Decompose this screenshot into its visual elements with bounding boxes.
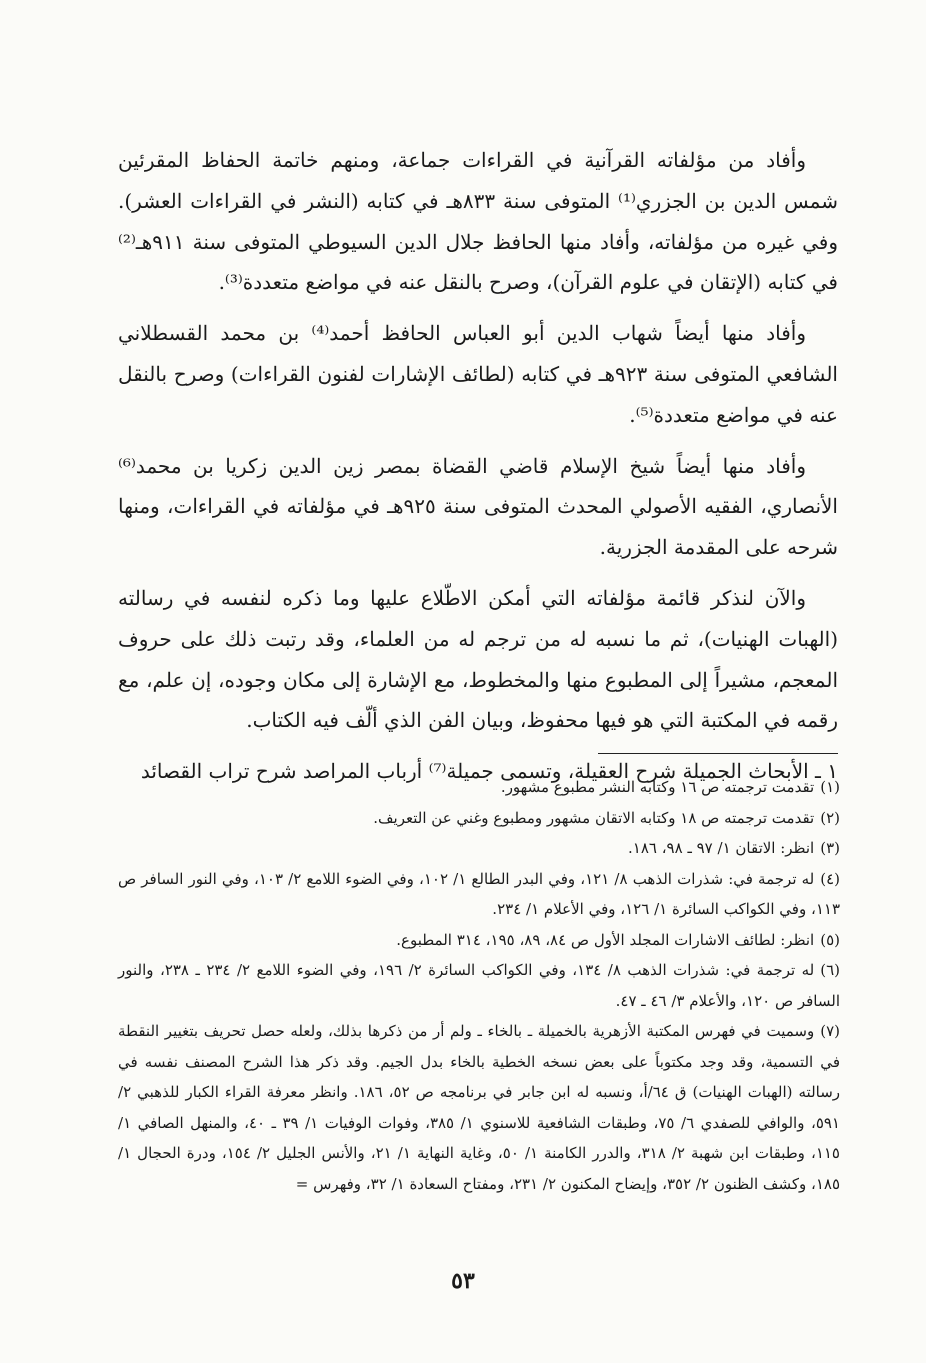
footnote-7: [118, 1016, 840, 1199]
footnote-4: [118, 864, 840, 925]
footnote-3: [118, 833, 840, 864]
footnote-text: تقدمت ترجمته ص ١٨ وكتابه الاتقان مشهور ومطبوع وغني عن التعريف.: [373, 808, 815, 827]
footnote-text: له ترجمة في: شذرات الذهب ٨/ ١٣٤، وفي الكواكب السائرة ٢/ ١٩٦، وفي الضوء اللامع ٢/ ٢٣٤ ـ ٢٣٨، والنور السافر ص ١٢٠، والأعلام ٣/ ٤٦ ـ ٤٧.: [118, 961, 840, 1010]
paragraph-4: والآن لنذكر قائمة مؤلفاته التي أمكن الاطّلاع عليها وما ذكره لنفسه في رسالته (الهبات الهنيات)، ثم ما نسبه له من ترجم له من العلماء، وقد رتبت ذلك على حروف المعجم، مشيراً إلى المطبوع منها والمخطوط، مع الإشارة إلى مكان وجوده، إن علم، مع رقمه في المكتبة التي هو فيها محفوظ، وبيان الفن الذي ألّف فيه الكتاب.: [118, 585, 838, 733]
paragraph-1: وأفاد من مؤلفاته القرآنية في القراءات جماعة، ومنهم خاتمة الحفاظ المقرئين شمس الدين بن الجزري⁽¹⁾ المتوفى سنة ٨٣٣هـ في كتابه (النشر في القراءات العشر). وفي غيره من مؤلفاته، وأفاد منها الحافظ جلال الدين السيوطي المتوفى سنة ٩١١هـ⁽²⁾ في كتابه (الإتقان في علوم القرآن)، وصرح بالنقل عنه في مواضع متعددة⁽³⁾.: [118, 148, 838, 295]
footnote-5: [118, 925, 840, 956]
footnote-text: انظر: لطائف الاشارات المجلد الأول ص ٨٤، ٨٩، ١٩٥، ٣١٤ المطبوع.: [396, 930, 815, 949]
footnote-text: وسميت في فهرس المكتبة الأزهرية بالخميلة ـ بالخاء ـ ولم أر من ذكرها بذلك، ولعله حصل تحريف بتغيير النقطة في التسمية، وقد وجد مكتوباً على بعض نسخه الخطية بالخاء بدل الجيم. وقد ذكر هذا الشرح المصنف نفسه في رسالته (الهبات الهنيات) ق ٦٤/أ، ونسبه له ابن جابر في برنامجه ص ٥٢، ١٨٦. وانظر معرفة القراء الكبار للذهبي ٢/ ٥٩١، والوافي للصفدي ٦/ ٧٥، وطبقات الشافعية للاسنوي ١/ ٣٨٥، وفوات الوفيات ١/ ٣٩ ـ ٤٠، والمنهل الصافي ١/ ١١٥، وطبقات ابن شهبة ٢/ ٣١٨، والدرر الكامنة ١/ ٥٠، وغاية النهاية ١/ ٢١، والأنس الجليل ٢/ ١٥٤، ودرة الحجال ١/ ١٨٥، وكشف الظنون ٢/ ٣٥٢، وإيضاح المكنون ٢/ ٢٣١، ومفتاح السعادة ١/ ٣٢، وفهرس =: [118, 1022, 841, 1193]
footnote-6: [118, 955, 840, 1016]
list-item-1: ١ ـ الأبحاث الجميلة شرح العقيلة، وتسمى جميلة⁽⁷⁾ أرباب المراصد شرح تراب القصائد: [140, 759, 838, 784]
footnote-text: انظر: الاتقان ١/ ٩٧ ـ ٩٨، ١٨٦.: [627, 839, 815, 857]
footnote-number: (٣): [820, 839, 840, 857]
footnote-separator: [598, 753, 838, 754]
paragraph-3: وأفاد منها أيضاً شيخ الإسلام قاضي القضاة بمصر زين الدين زكريا بن محمد⁽⁶⁾ الأنصاري، الفقيه الأصولي المحدث المتوفى سنة ٩٢٥هـ في مؤلفاته في القراءات، ومنها شرحه على المقدمة الجزرية.: [118, 453, 838, 560]
footnote-text: تقدمت ترجمته ص ١٦ وكتابه النشر مطبوع مشهور.: [500, 778, 815, 796]
footnote-number: (٢): [820, 808, 840, 827]
footnote-text: له ترجمة في: شذرات الذهب ٨/ ١٢١، وفي البدر الطالع ١/ ١٠٢، وفي الضوء اللامع ٢/ ١٠٣، وفي النور السافر ص ١١٣، وفي الكواكب السائرة ١/ ١٢٦، وفي الأعلام ١/ ٢٣٤.: [118, 869, 840, 918]
main-text: [118, 140, 838, 792]
footnote-number: (٥): [820, 930, 840, 949]
footnote-1: [118, 772, 840, 803]
footnote-2: [118, 803, 840, 834]
footnotes: [118, 772, 840, 1199]
footnote-number: (٦): [820, 961, 841, 979]
footnote-number: (٧): [820, 1022, 840, 1040]
paragraph-2: وأفاد منها أيضاً شهاب الدين أبو العباس الحافظ أحمد⁽⁴⁾ بن محمد القسطلاني الشافعي المتوفى سنة ٩٢٣هـ في كتابه (لطائف الإشارات لفنون القراءات) وصرح بالنقل عنه في مواضع متعددة⁽⁵⁾.: [118, 321, 838, 427]
page-number: ٥٣: [451, 1268, 475, 1294]
footnote-number: (٤): [820, 869, 841, 888]
footnote-number: (١): [820, 778, 840, 796]
